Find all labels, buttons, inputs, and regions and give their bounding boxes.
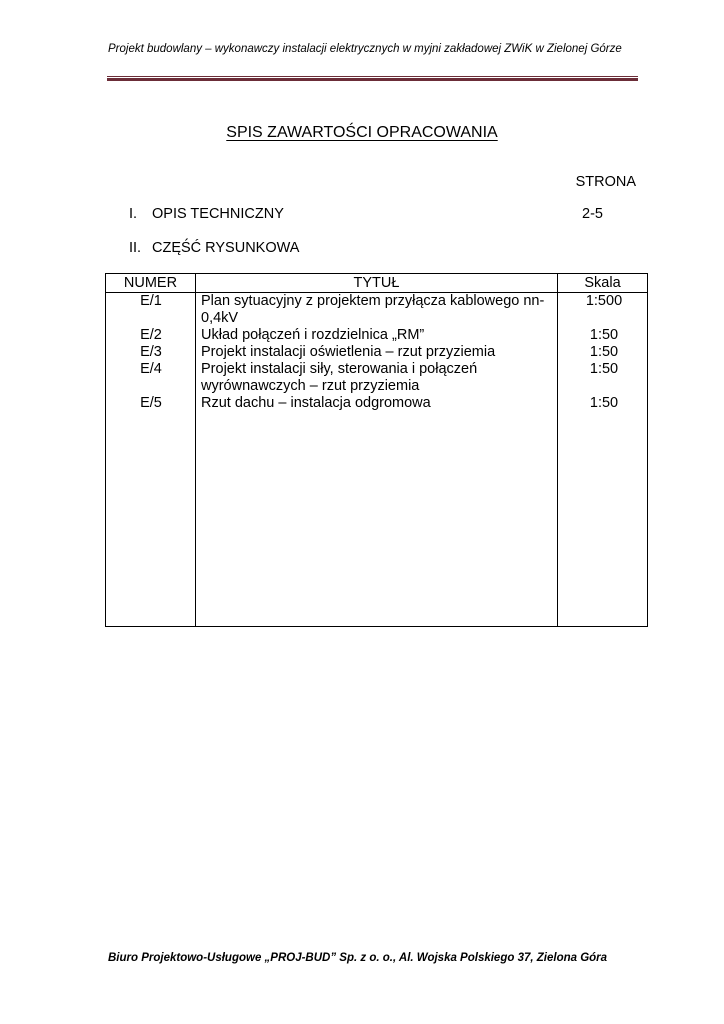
toc-item-label: OPIS TECHNICZNY: [152, 206, 284, 222]
header-divider-thick: [107, 78, 638, 81]
cell-number: E/5: [140, 395, 162, 411]
column-header-title: TYTUŁ: [353, 275, 400, 291]
table-row: [106, 361, 647, 395]
column-header-scale: Skala: [584, 275, 621, 291]
cell-scale: 1:50: [589, 344, 619, 360]
cell-number: E/1: [140, 293, 162, 309]
cell-title: Projekt instalacji siły, sterowania i połączeń wyrównawczych – rzut przyziemia: [201, 361, 478, 394]
column-header-number: NUMER: [123, 275, 178, 291]
cell-title: Projekt instalacji oświetlenia – rzut przyziemia: [201, 344, 496, 360]
cell-scale: 1:50: [589, 361, 619, 377]
page-header: Projekt budowlany – wykonawczy instalacji elektrycznych w myjni zakładowej ZWiK w Zielonej Górze: [108, 43, 622, 55]
table-row: [106, 293, 647, 327]
page-column-label: STRONA: [575, 174, 636, 190]
cell-number: E/4: [140, 361, 162, 377]
cell-title: Rzut dachu – instalacja odgromowa: [201, 395, 431, 411]
page-footer: Biuro Projektowo-Usługowe „PROJ-BUD” Sp. z o. o., Al. Wojska Polskiego 37, Zielona Góra: [108, 952, 608, 964]
toc-item-rysunki: [129, 240, 299, 256]
table-row: [106, 344, 647, 361]
table-body: [106, 293, 647, 412]
cell-scale: 1:50: [589, 395, 619, 411]
toc-item-label: CZĘŚĆ RYSUNKOWA: [152, 240, 300, 256]
document-title: SPIS ZAWARTOŚCI OPRACOWANIA: [226, 124, 498, 141]
drawings-table: [105, 273, 648, 627]
header-divider-thin: [107, 76, 638, 77]
cell-title: Układ połączeń i rozdzielnica „RM”: [201, 327, 425, 343]
table-row: [106, 395, 647, 412]
cell-title: Plan sytuacyjny z projektem przyłącza kablowego nn-0,4kV: [201, 293, 545, 326]
table-row: [106, 327, 647, 344]
toc-item-number: I.: [129, 206, 138, 222]
toc-item-number: II.: [129, 240, 142, 256]
header-divider: [107, 76, 638, 82]
cell-scale: 1:50: [589, 327, 619, 343]
cell-scale: 1:500: [585, 293, 623, 309]
cell-number: E/3: [140, 344, 162, 360]
cell-number: E/2: [140, 327, 162, 343]
toc-item-opis: [129, 206, 284, 222]
toc-item-page: 2-5: [582, 206, 603, 222]
